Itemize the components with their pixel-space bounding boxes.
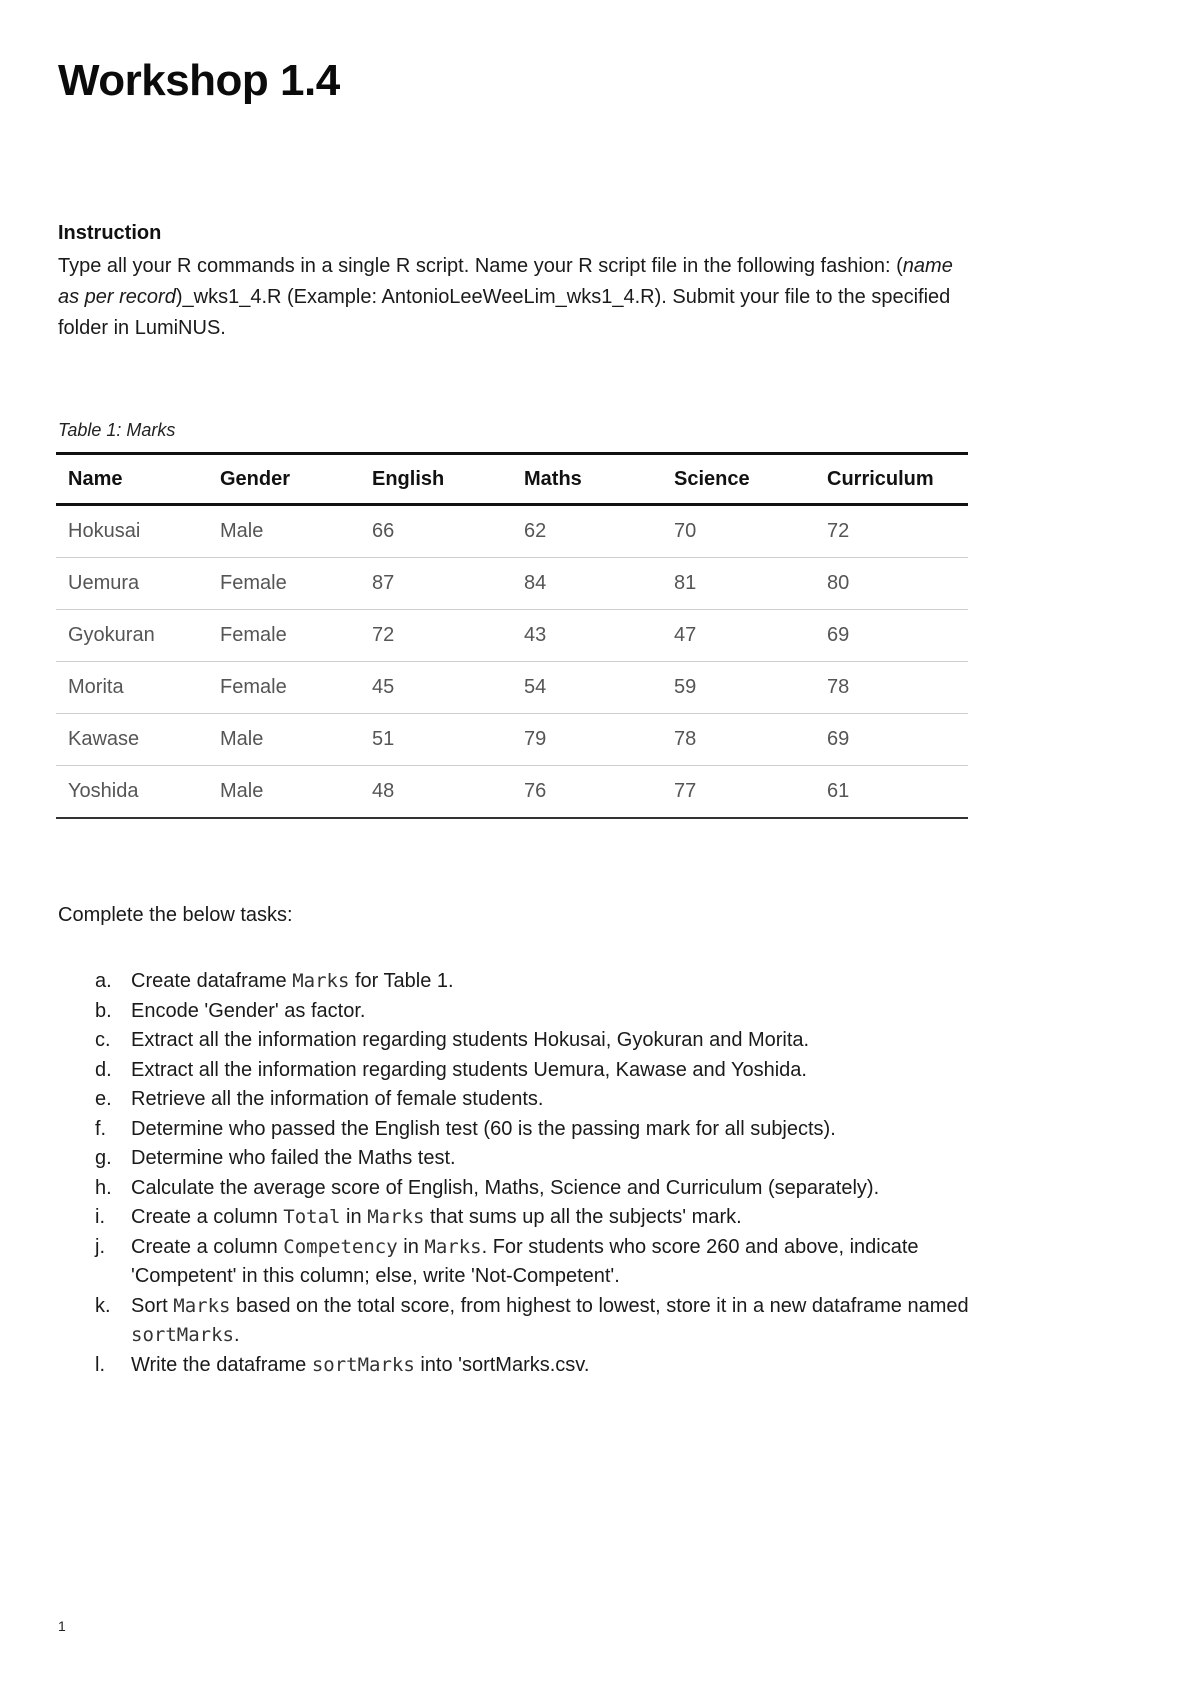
instruction-body bbox=[58, 251, 978, 344]
column-header-curriculum: Curriculum bbox=[815, 454, 968, 505]
inline-code: Marks bbox=[424, 1235, 482, 1258]
task-text: Determine who failed the Maths test. bbox=[131, 1147, 456, 1169]
table-cell-science: 47 bbox=[662, 610, 815, 662]
table-cell-name: Hokusai bbox=[56, 505, 208, 558]
table-cell-science: 78 bbox=[662, 714, 815, 766]
task-marker: h. bbox=[95, 1176, 112, 1199]
task-item bbox=[58, 1085, 988, 1115]
task-marker: d. bbox=[95, 1058, 112, 1081]
table-cell-gender: Male bbox=[208, 505, 360, 558]
task-marker: f. bbox=[95, 1117, 107, 1140]
column-header-maths: Maths bbox=[512, 454, 662, 505]
instruction-italic: name as per record bbox=[58, 255, 953, 308]
table-row bbox=[56, 558, 968, 610]
task-text: Retrieve all the information of female students. bbox=[131, 1088, 544, 1110]
table-cell-curriculum: 78 bbox=[815, 662, 968, 714]
task-text: Create dataframe bbox=[131, 970, 293, 992]
task-item bbox=[58, 1292, 988, 1351]
table-cell-name: Gyokuran bbox=[56, 610, 208, 662]
table-cell-maths: 43 bbox=[512, 610, 662, 662]
table-cell-science: 81 bbox=[662, 558, 815, 610]
task-item bbox=[58, 1144, 988, 1174]
inline-code: Competency bbox=[283, 1235, 398, 1258]
task-item bbox=[58, 1115, 988, 1145]
table-cell-maths: 79 bbox=[512, 714, 662, 766]
table-cell-maths: 62 bbox=[512, 505, 662, 558]
task-marker: j. bbox=[95, 1235, 105, 1258]
tasks-intro: Complete the below tasks: bbox=[58, 904, 293, 926]
table-cell-english: 87 bbox=[360, 558, 512, 610]
inline-code: Marks bbox=[367, 1206, 425, 1228]
marks-table-header bbox=[56, 454, 968, 505]
table-row bbox=[56, 766, 968, 819]
inline-code: sortMarks bbox=[131, 1324, 234, 1346]
table-cell-gender: Female bbox=[208, 610, 360, 662]
table-cell-curriculum: 69 bbox=[815, 610, 968, 662]
marks-table-body bbox=[56, 505, 968, 819]
task-marker: k. bbox=[95, 1294, 111, 1317]
table-cell-curriculum: 80 bbox=[815, 558, 968, 610]
table-cell-curriculum: 61 bbox=[815, 766, 968, 819]
task-marker: l. bbox=[95, 1353, 105, 1376]
table-cell-name: Kawase bbox=[56, 714, 208, 766]
task-item bbox=[58, 967, 988, 997]
table-cell-name: Morita bbox=[56, 662, 208, 714]
instruction-heading: Instruction bbox=[58, 222, 162, 244]
table-cell-maths: 84 bbox=[512, 558, 662, 610]
table-cell-name: Yoshida bbox=[56, 766, 208, 819]
task-text: Extract all the information regarding students Uemura, Kawase and Yoshida. bbox=[131, 1058, 807, 1081]
column-header-gender: Gender bbox=[208, 454, 360, 505]
task-item bbox=[58, 1351, 988, 1381]
task-list bbox=[58, 967, 988, 1380]
inline-code: sortMarks bbox=[311, 1353, 415, 1376]
task-marker: g. bbox=[95, 1147, 112, 1169]
column-header-science: Science bbox=[662, 454, 815, 505]
table-cell-maths: 76 bbox=[512, 766, 662, 819]
table-cell-english: 66 bbox=[360, 505, 512, 558]
task-item bbox=[58, 1174, 988, 1204]
table-row bbox=[56, 714, 968, 766]
table-cell-gender: Female bbox=[208, 558, 360, 610]
table-cell-science: 59 bbox=[662, 662, 815, 714]
task-item bbox=[58, 1026, 988, 1056]
task-text: that sums up all the subjects' mark. bbox=[424, 1206, 742, 1228]
table-cell-curriculum: 72 bbox=[815, 505, 968, 558]
task-text: Encode 'Gender' as factor. bbox=[131, 999, 366, 1022]
task-item bbox=[58, 1056, 988, 1086]
table-cell-name: Uemura bbox=[56, 558, 208, 610]
table-cell-english: 45 bbox=[360, 662, 512, 714]
instruction-section bbox=[58, 222, 978, 344]
table-cell-curriculum: 69 bbox=[815, 714, 968, 766]
column-header-english: English bbox=[360, 454, 512, 505]
table-row bbox=[56, 505, 968, 558]
task-text: . For students who score 260 and above, indicate 'Competent' in this column; else, write 'Not-Competent'. bbox=[131, 1235, 919, 1287]
task-text: in bbox=[397, 1235, 425, 1258]
inline-code: Marks bbox=[292, 970, 350, 992]
task-marker: e. bbox=[95, 1088, 112, 1110]
table-cell-english: 48 bbox=[360, 766, 512, 819]
table-cell-english: 51 bbox=[360, 714, 512, 766]
task-text: Create a column bbox=[131, 1235, 284, 1258]
task-text: based on the total score, from highest to lowest, store it in a new dataframe named bbox=[230, 1294, 969, 1317]
table-cell-gender: Male bbox=[208, 766, 360, 819]
marks-table bbox=[56, 452, 968, 819]
page-title: Workshop 1.4 bbox=[58, 56, 340, 105]
task-marker: b. bbox=[95, 999, 112, 1022]
table-row bbox=[56, 662, 968, 714]
header-row bbox=[56, 454, 968, 505]
inline-code: Total bbox=[283, 1206, 341, 1228]
task-text: Extract all the information regarding students Hokusai, Gyokuran and Morita. bbox=[131, 1029, 810, 1051]
task-marker: a. bbox=[95, 970, 112, 992]
instruction-text-2: )_wks1_4.R (Example: AntonioLeeWeeLim_wks1_4.R). Submit your file to the specified folder in LumiNUS. bbox=[58, 286, 951, 339]
task-item bbox=[58, 997, 988, 1027]
task-text: Write the dataframe bbox=[131, 1353, 312, 1376]
page-number: 1 bbox=[58, 1618, 66, 1634]
table-cell-maths: 54 bbox=[512, 662, 662, 714]
table-cell-english: 72 bbox=[360, 610, 512, 662]
task-item bbox=[58, 1233, 988, 1292]
task-text: Calculate the average score of English, Maths, Science and Curriculum (separately). bbox=[131, 1176, 880, 1199]
task-item bbox=[58, 1203, 988, 1233]
table-cell-gender: Male bbox=[208, 714, 360, 766]
table-cell-science: 70 bbox=[662, 505, 815, 558]
task-marker: i. bbox=[95, 1206, 105, 1228]
table-row bbox=[56, 610, 968, 662]
table-cell-science: 77 bbox=[662, 766, 815, 819]
task-text: for Table 1. bbox=[349, 970, 454, 992]
task-text: . bbox=[233, 1324, 240, 1346]
task-text: Create a column bbox=[131, 1206, 284, 1228]
table-cell-gender: Female bbox=[208, 662, 360, 714]
task-marker: c. bbox=[95, 1029, 111, 1051]
column-header-name: Name bbox=[56, 454, 208, 505]
task-text: Sort bbox=[131, 1294, 174, 1317]
instruction-text-1: Type all your R commands in a single R script. Name your R script file in the following fashion: ( bbox=[58, 255, 903, 277]
inline-code: Marks bbox=[173, 1294, 231, 1317]
task-text: Determine who passed the English test (60 is the passing mark for all subjects). bbox=[131, 1117, 836, 1140]
task-text: in bbox=[340, 1206, 368, 1228]
task-text: into 'sortMarks.csv. bbox=[414, 1353, 590, 1376]
table-caption: Table 1: Marks bbox=[58, 420, 176, 440]
